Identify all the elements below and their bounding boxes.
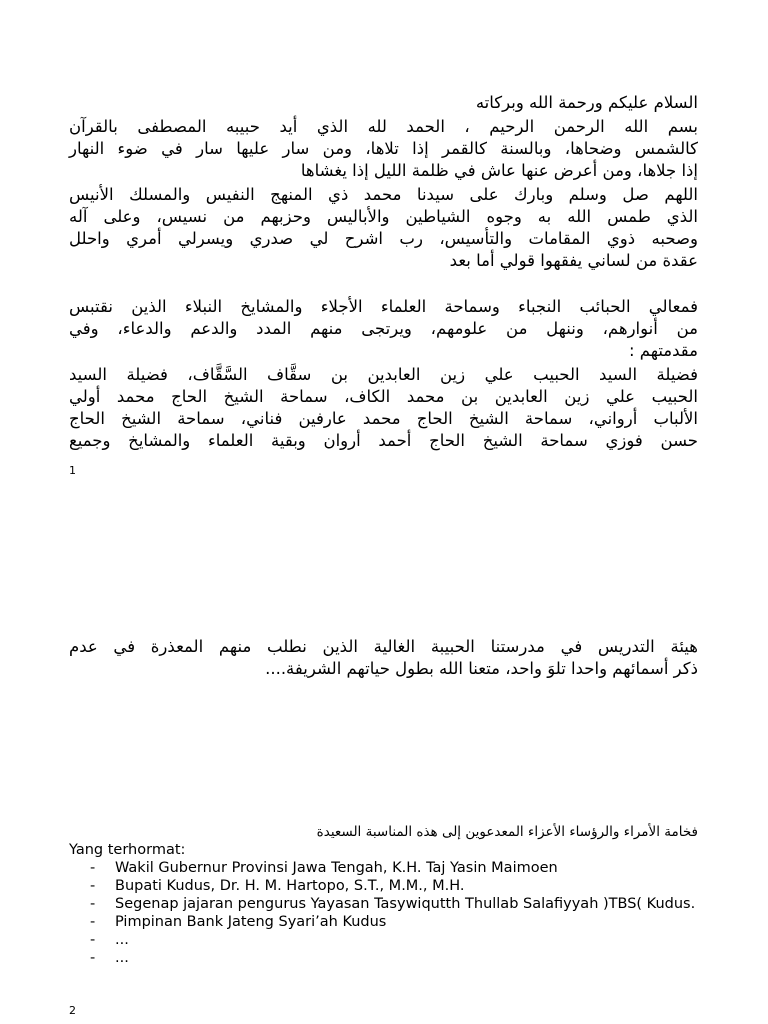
- page-number: 1: [69, 464, 76, 477]
- list-dash: -: [90, 878, 96, 894]
- list-dash: -: [90, 896, 96, 912]
- list-dash: -: [90, 914, 96, 930]
- list-item: [69, 859, 698, 877]
- list-item-text: Bupati Kudus, Dr. H. M. Hartopo, S.T., M.M., M.H.: [115, 878, 465, 894]
- text-line: من أنوارهم، وننهل من علومهم، ويرتجى منهم المدد والدعم والدعاء، وفي: [69, 319, 698, 338]
- text-line: حسن فوزي سماحة الشيخ الحاج أحمد أروان وبقية العلماء والمشايخ وجميع: [69, 431, 698, 450]
- list-dash: -: [90, 860, 96, 876]
- text-line: مقدمتهم :: [628, 341, 698, 360]
- text-line: الحبيب علي زين العابدين بن محمد الكاف، سماحة الشيخ الحاج محمد أولي: [69, 387, 698, 406]
- list-item: [69, 913, 698, 931]
- list-item-text: ...: [115, 932, 129, 948]
- list-item: [69, 895, 698, 913]
- salawat-paragraph: [69, 184, 698, 272]
- text-line: إذا جلاها، ومن أعرض عنها عاش في ظلمة الليل إذا يغشاها: [300, 161, 698, 180]
- text-line: كالشمس وضحاها، وبالسنة كالقمر إذا تلاها، ومن سار عليها سار في ضوء النهار: [69, 139, 698, 158]
- list-item-text: Pimpinan Bank Jateng Syari’ah Kudus: [115, 914, 387, 930]
- greeting-paragraph: [69, 92, 698, 114]
- honored-guests-section: [69, 841, 698, 967]
- opening-paragraph: [69, 116, 698, 182]
- page-number: 2: [69, 1004, 76, 1017]
- scholars-paragraph: [69, 296, 698, 362]
- greeting-text: السلام عليكم ورحمة الله وبركاته: [475, 93, 698, 112]
- text-line: الذي طمس الله به وجوه الشياطين والأباليس وحزبهم من نسيس، وعلى آله: [69, 207, 698, 226]
- text-line: الألباب أرواني، سماحة الشيخ الحاج محمد عارفين فناني، سماحة الشيخ الحاج: [69, 409, 698, 428]
- list-item-text: ...: [115, 950, 129, 966]
- list-item-text: Wakil Gubernur Provinsi Jawa Tengah, K.H. Taj Yasin Maimoen: [115, 860, 558, 876]
- yang-terhormat-label: Yang terhormat:: [69, 842, 186, 858]
- text-line: ذكر أسمائهم واحدا تلوَ واحد، متعنا الله بطول حياتهم الشريفة....: [265, 659, 698, 678]
- text-line: عقدة من لساني يفقهوا قولي أما بعد: [449, 251, 698, 270]
- list-dash: -: [90, 932, 96, 948]
- list-item: [69, 877, 698, 895]
- text-line: فضيلة السيد الحبيب علي زين العابدين بن سقَّاف السَّقَّاف، فضيلة السيد: [69, 365, 698, 384]
- guests-heading: فخامة الأمراء والرؤساء الأعزاء المعدعوين إلى هذه المناسبة السعيدة: [316, 824, 698, 840]
- list-item: [69, 949, 698, 967]
- text-line: بسم الله الرحمن الرحيم ، الحمد لله الذي أيد حبيبه المصطفى بالقرآن: [69, 117, 698, 136]
- list-item: [69, 931, 698, 949]
- list-item-text: Segenap jajaran pengurus Yayasan Tasywiqutth Thullab Salafiyyah )TBS( Kudus.: [115, 896, 696, 912]
- text-line: اللهم صل وسلم وبارك على سيدنا محمد ذي المنهج النفيس والمسلك الأنيس: [69, 185, 698, 204]
- text-line: هيئة التدريس في مدرستنا الحبيبة الغالية الذين نطلب منهم المعذرة في عدم: [69, 637, 698, 656]
- text-line: وصحبه ذوي المقامات والتأسيس، رب اشرح لي صدري ويسرلي أمري واحلل: [69, 229, 698, 248]
- guest-list: [69, 859, 698, 967]
- names-paragraph: [69, 364, 698, 452]
- list-dash: -: [90, 950, 96, 966]
- text-line: فمعالي الحبائب النجباء وسماحة العلماء الأجلاء والمشايخ النبلاء الذين نقتبس: [69, 297, 698, 316]
- faculty-paragraph: [69, 636, 698, 680]
